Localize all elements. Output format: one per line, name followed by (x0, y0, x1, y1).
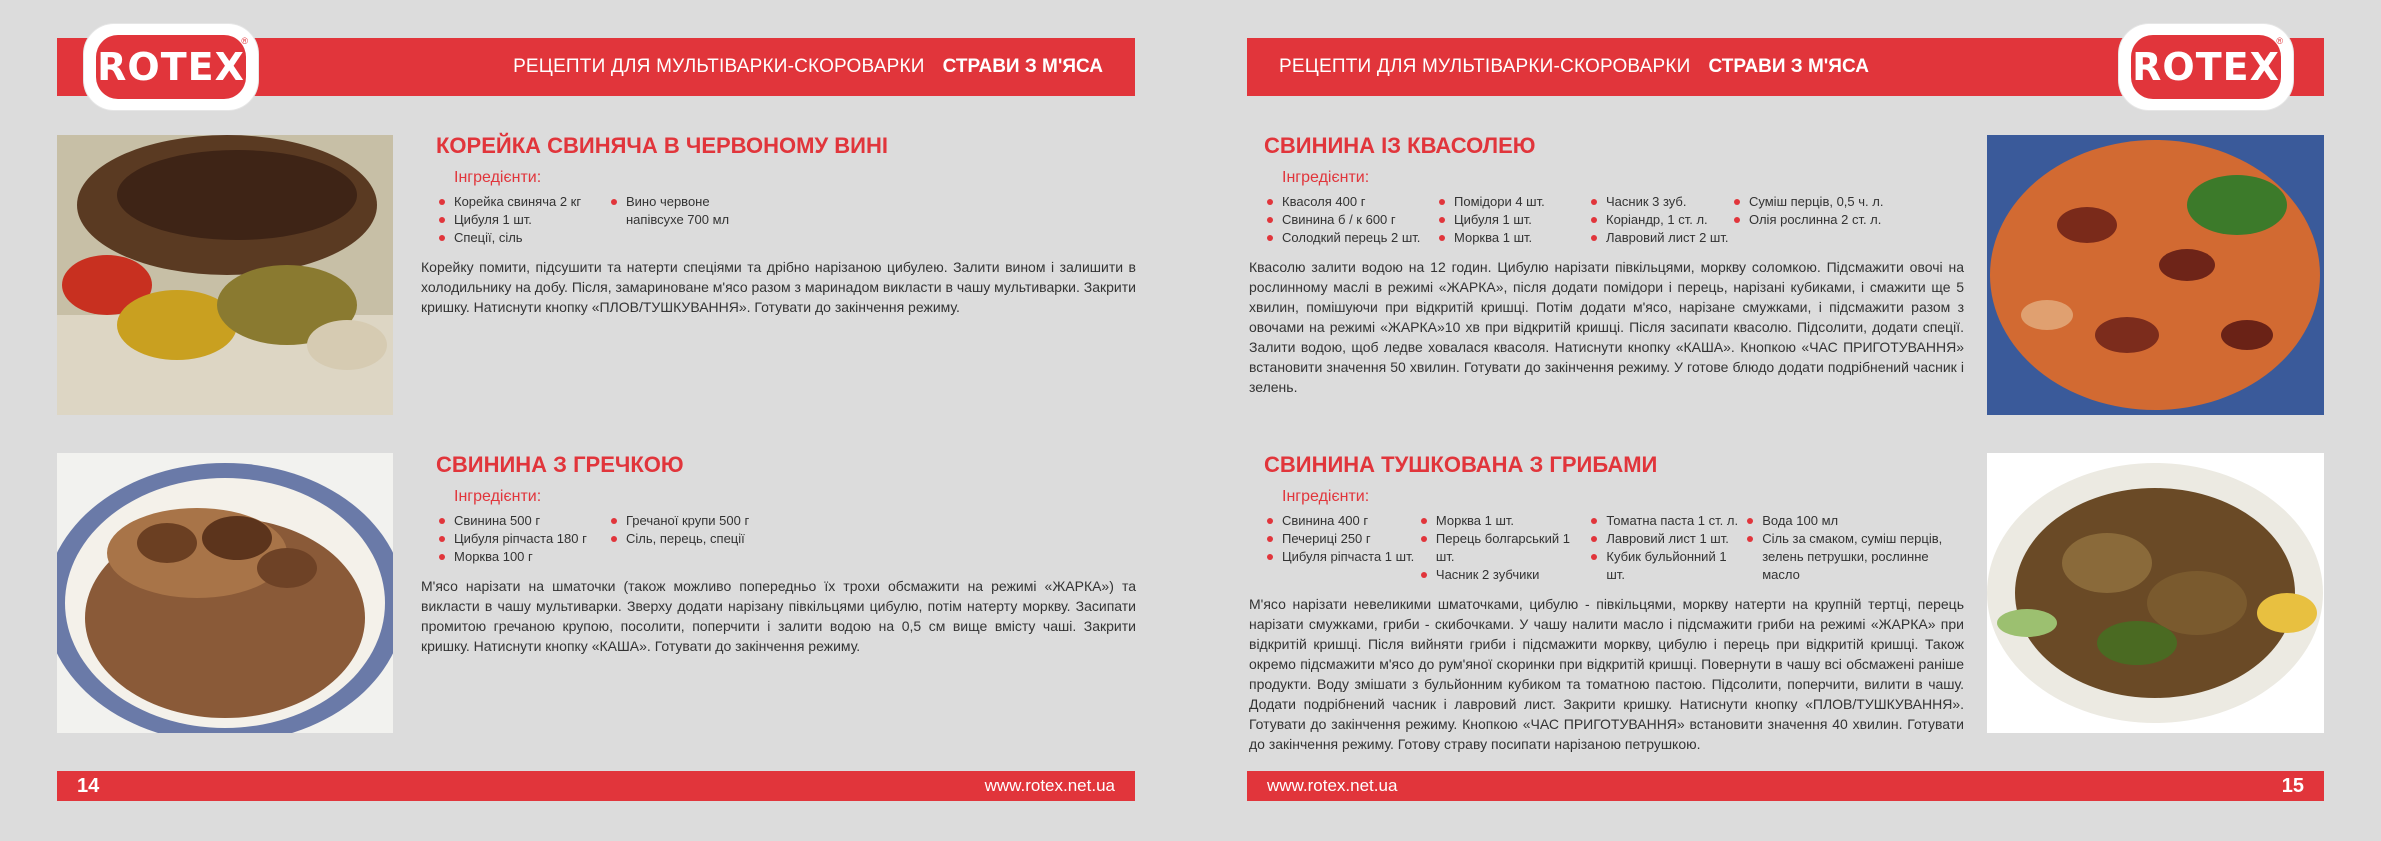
ingredients-list (436, 193, 1136, 247)
ingredient-item: Корейка свиняча 2 кг (436, 193, 608, 211)
ingredient-item: Морква 100 г (436, 548, 608, 566)
ingredients-list (436, 512, 1136, 566)
ingredient-item: Свинина б / к 600 г (1264, 211, 1436, 229)
left-footer-bar (57, 771, 1135, 801)
header-series: РЕЦЕПТИ ДЛЯ МУЛЬТІВАРКИ-СКОРОВАРКИ (513, 56, 925, 77)
recipe-description: Корейку помити, підсушити та натерти спеціями та дрібно нарізаною цибулею. Залити вином і залишити в холодильнику на добу. Після, замариноване м'ясо разом з маринадом викласти в чашу мультиварки. Закрити кришку. Натиснути кнопку «ПЛОВ/ТУШКУВАННЯ». Готувати до закінчення режиму. (421, 259, 1136, 315)
ingredients-list (1264, 193, 1964, 247)
logo-text: ROTEX (2131, 35, 2281, 99)
ingredient-item: Лавровий лист 2 шт. (1588, 229, 1731, 247)
photo-pork-buckwheat (57, 453, 393, 733)
rotex-logo (84, 24, 258, 110)
ingredient-item: Гречаної крупи 500 г (608, 512, 749, 530)
page-number: 14 (77, 774, 100, 797)
ingredient-item: Кубик бульйонний 1 шт. (1588, 548, 1744, 584)
photo-pork-loin-wine (57, 135, 393, 415)
right-footer-bar (1247, 771, 2324, 801)
ingredient-item: Цибуля ріпчаста 1 шт. (1264, 548, 1418, 566)
website-link[interactable]: www.rotex.net.ua (984, 776, 1115, 795)
recipe-description: Квасолю залити водою на 12 годин. Цибулю нарізати півкільцями, моркву соломкою. Підсмажити овочі на рослинному маслі в режимі «ЖАРКА», після додати помідори і перець, нарізані кубиками, і смажити ще 5 хвилин, помішуючи при відкритій кришці. Потім додати м'ясо, нарізане смужками, і підсмажити разом з овочами на режимі «ЖАРКА»10 хв при відкритій кришці. Після засипати квасолю. Підсолити, додати спеції. Залити водою, щоб ледве ховалася квасоля. Натиснути кнопку «КАША». Кнопкою «ЧАС ПРИГОТУВАННЯ» встановити значення 50 хвилин. Готувати до закінчення режиму. У готове блюдо додати подрібнений часник і зелень. (1249, 259, 1964, 395)
website-link[interactable]: www.rotex.net.ua (1267, 776, 1398, 795)
ingredient-item: Цибуля 1 шт. (1436, 211, 1588, 229)
ingredient-item: Квасоля 400 г (1264, 193, 1436, 211)
header-series: РЕЦЕПТИ ДЛЯ МУЛЬТІВАРКИ-СКОРОВАРКИ (1279, 56, 1691, 77)
ingredient-item: зелень петрушки, рослинне масло (1762, 549, 1929, 582)
photo-pork-mushrooms (1987, 453, 2324, 733)
recipe-title: СВИНИНА ТУШКОВАНА З ГРИБАМИ (1264, 452, 1658, 477)
logo-text: ROTEX (96, 35, 246, 99)
registered-mark: ® (241, 36, 248, 46)
recipe-title: СВИНИНА З ГРЕЧКОЮ (436, 452, 684, 477)
ingredient-item: Цибуля ріпчаста 180 г (436, 530, 608, 548)
ingredient-item: Вино червоне (608, 193, 729, 211)
ingredients-heading: Інгредієнти: (1282, 169, 1370, 186)
ingredient-item: Свинина 500 г (436, 512, 608, 530)
ingredient-item: Спеції, сіль (436, 229, 608, 247)
ingredient-item: Часник 3 зуб. (1588, 193, 1731, 211)
ingredients-list (1264, 512, 1964, 584)
recipe-description: М'ясо нарізати невеликими шматочками, цибулю - півкільцями, моркву натерти на крупній тертці, перець нарізати смужками, гриби - скибочками. У чашу налити масло і підсмажити гриби на режимі «ЖАРКА» при відкритій кришці. Після вийняти гриби і підсмажити моркву, цибулю і перець при відкритій кришці. Також окремо підсмажити м'ясо до рум'яної скоринки при відкритій кришці. Повернути в чашу всі обсмажені раніше продукти. Воду змішати з бульйонним кубиком та томатною пастою. Підсолити, поперчити, вилити в чашу. Додати подрібнений часник і лавровий лист. Закрити кришку. Натиснути кнопку «ПЛОВ/ТУШКУВАННЯ». Готувати до закінчення режиму. Кнопкою «ЧАС ПРИГОТУВАННЯ» встановити значення 40 хвилин. Готувати до закінчення режиму. Готову страву посипати нарізаною петрушкою. (1249, 596, 1964, 752)
recipe-title: КОРЕЙКА СВИНЯЧА В ЧЕРВОНОМУ ВИНІ (436, 133, 888, 158)
ingredients-heading: Інгредієнти: (454, 488, 542, 505)
ingredient-item: Лавровий лист 1 шт. (1588, 530, 1744, 548)
ingredient-item: Перець болгарський 1 шт. (1418, 530, 1588, 566)
ingredient-item: Томатна паста 1 ст. л. (1588, 512, 1744, 530)
ingredients-heading: Інгредієнти: (454, 169, 542, 186)
ingredient-item: Сіль за смаком, суміш перців, (1744, 530, 1964, 548)
recipe-pork-buckwheat (421, 452, 1136, 656)
ingredient-item: Суміш перців, 0,5 ч. л. (1731, 193, 1883, 211)
photo-pork-beans (1987, 135, 2324, 415)
recipe-pork-beans (1249, 133, 1964, 397)
recipe-title: СВИНИНА ІЗ КВАСОЛЕЮ (1264, 133, 1536, 158)
recipe-pork-loin-wine (421, 133, 1136, 317)
ingredient-item: Олія рослинна 2 ст. л. (1731, 211, 1883, 229)
recipe-description: М'ясо нарізати на шматочки (також можливо попередньо їх трохи обсмажити на режимі «ЖАРКА») та викласти в чашу мультиварки. Зверху додати нарізану півкільцями цибулю, потім натерту моркву. Засипати промитою гречаною крупою, посолити, поперчити і залити водою на 0,5 см вище вмісту чаші. Закрити кришку. Натиснути кнопку «КАША». Готувати до закінчення режиму. (421, 578, 1136, 654)
ingredient-item: Морква 1 шт. (1418, 512, 1588, 530)
ingredient-item: Коріандр, 1 ст. л. (1588, 211, 1731, 229)
ingredient-item: Печериці 250 г (1264, 530, 1418, 548)
recipe-pork-mushrooms (1249, 452, 1964, 754)
ingredient-item: Сіль, перець, спеції (608, 530, 749, 548)
ingredient-item: Помідори 4 шт. (1436, 193, 1588, 211)
header-section: СТРАВИ З М'ЯСА (942, 56, 1103, 77)
ingredient-item: Часник 2 зубчики (1418, 566, 1588, 584)
ingredient-item: Свинина 400 г (1264, 512, 1418, 530)
rotex-logo (2119, 24, 2293, 110)
registered-mark: ® (2276, 36, 2283, 46)
ingredient-item: напівсухе 700 мл (626, 212, 730, 227)
ingredient-item: Морква 1 шт. (1436, 229, 1588, 247)
page-number: 15 (2281, 774, 2304, 797)
header-section: СТРАВИ З М'ЯСА (1708, 56, 1869, 77)
ingredient-item: Цибуля 1 шт. (436, 211, 608, 229)
ingredients-heading: Інгредієнти: (1282, 488, 1370, 505)
ingredient-item: Солодкий перець 2 шт. (1264, 229, 1436, 247)
ingredient-item: Вода 100 мл (1744, 512, 1964, 530)
